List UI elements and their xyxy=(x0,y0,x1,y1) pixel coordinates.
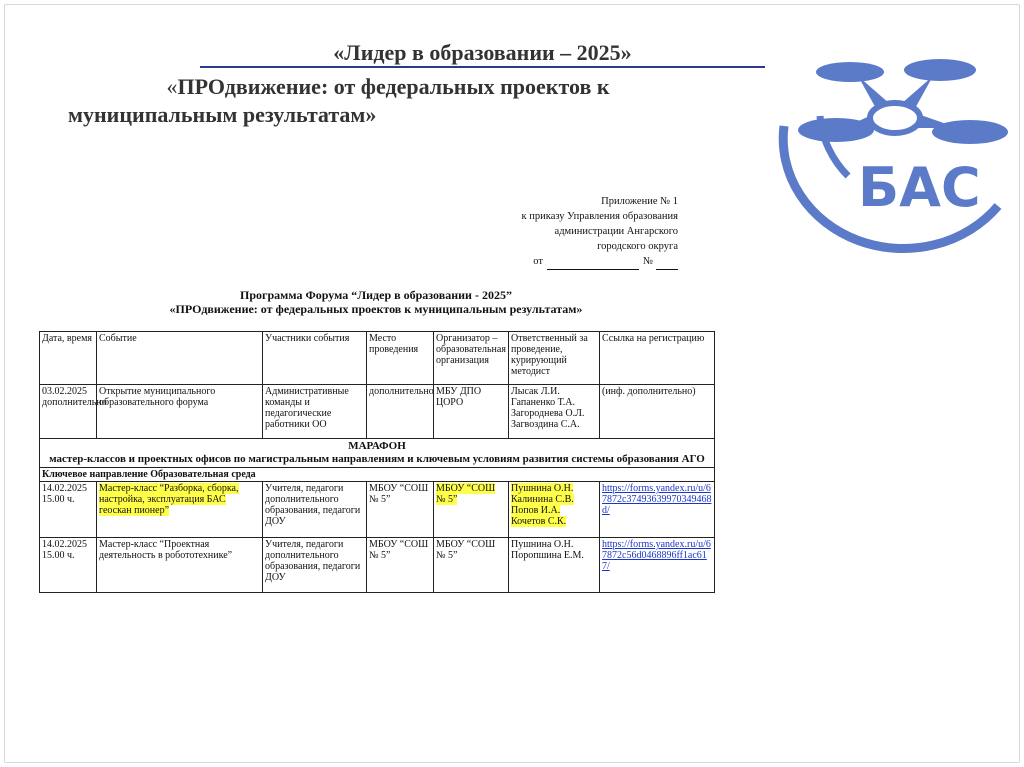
slide-title-line2-text: ПРОдвижение: от федеральных проектов к xyxy=(177,74,610,99)
table-row xyxy=(40,538,715,593)
annex-line3: администрации Ангарского xyxy=(554,226,678,237)
cell-participants: Учителя, педагоги дополнительного образования, педагоги ДОУ xyxy=(263,482,367,538)
registration-link[interactable]: https://forms.yandex.ru/u/67872c374936399703494​68d/ xyxy=(602,483,712,516)
header-cell: Участники события xyxy=(263,332,367,385)
annex-date-blank xyxy=(547,254,639,270)
program-title-line2: «ПРОдвижение: от федеральных проектов к муниципальным результатам» xyxy=(169,302,583,316)
header-cell: Организатор – образовательная организация xyxy=(434,332,509,385)
header-cell: Дата, время xyxy=(40,332,97,385)
cell-link xyxy=(600,482,715,538)
section-row xyxy=(40,468,715,482)
table-row xyxy=(40,385,715,439)
cell-event: Открытие муниципального образовательного форума xyxy=(97,385,263,439)
annex-line4: городского округа xyxy=(597,241,678,252)
header-cell: Событие xyxy=(97,332,263,385)
slide-title-line1: «Лидер в образовании – 2025» xyxy=(200,40,765,68)
table-row xyxy=(40,482,715,538)
marathon-title: МАРАФОН xyxy=(348,440,406,452)
organizer-highlight: МБОУ “СОШ № 5” xyxy=(436,483,496,505)
marathon-cell xyxy=(40,439,715,468)
registration-link[interactable]: https://forms.yandex.ru/u/67872c56d0468896ff1ac617/ xyxy=(602,539,711,572)
slide-title-line2 xyxy=(68,74,708,100)
cell-place: МБОУ “СОШ № 5” xyxy=(367,538,434,593)
cell-link xyxy=(600,538,715,593)
cell-responsible: Лысак Л.И. Гапаненко Т.А. Загороднева О.Л. Загвоздина С.А. xyxy=(509,385,600,439)
cell-event xyxy=(97,482,263,538)
annex-block xyxy=(400,194,678,270)
cell-participants: Административные команды и педагогические работники ОО xyxy=(263,385,367,439)
marathon-row xyxy=(40,439,715,468)
marathon-subtitle: мастер-классов и проектных офисов по магистральным направлениям и ключевым условиям развития системы образования АГО xyxy=(49,453,705,465)
annex-number-blank xyxy=(656,254,678,270)
annex-line1: Приложение № 1 xyxy=(601,196,678,207)
annex-from: от xyxy=(533,256,543,267)
cell-link: (инф. дополнительно) xyxy=(600,385,715,439)
section-cell: Ключевое направление Образовательная среда xyxy=(40,468,715,482)
cell-date: 14.02.2025 15.00 ч. xyxy=(40,538,97,593)
cell-event: Мастер-класс “Проектная деятельность в робототехнике” xyxy=(97,538,263,593)
cell-place: дополнительно xyxy=(367,385,434,439)
bas-logo-icon xyxy=(778,56,1008,256)
cell-organizer xyxy=(434,482,509,538)
cell-responsible xyxy=(509,482,600,538)
logo-text: БАС xyxy=(858,156,981,219)
program-title-line1: Программа Форума “Лидер в образовании - 2025” xyxy=(240,288,512,302)
event-highlight: Мастер-класс “Разборка, сборка, настройка, эксплуатация БАС геоскан пионер” xyxy=(99,483,239,516)
annex-line5 xyxy=(400,254,678,270)
program-title xyxy=(40,288,712,316)
slide-title-line3: муниципальным результатам» xyxy=(68,102,377,127)
cell-organizer: МБОУ “СОШ № 5” xyxy=(434,538,509,593)
cell-date: 03.02.2025 дополнительно xyxy=(40,385,97,439)
header-cell: Ссылка на регистрацию xyxy=(600,332,715,385)
responsible-highlight: Пушнина О.Н. Калинина С.В. Попов И.А. Кочетов С.К. xyxy=(511,483,574,527)
cell-responsible: Пушнина О.Н. Поропшина Е.М. xyxy=(509,538,600,593)
table-header-row xyxy=(40,332,715,385)
cell-place: МБОУ “СОШ № 5” xyxy=(367,482,434,538)
cell-participants: Учителя, педагоги дополнительного образования, педагоги ДОУ xyxy=(263,538,367,593)
cell-organizer: МБУ ДПО ЦОРО xyxy=(434,385,509,439)
quote-mark: « xyxy=(166,74,178,99)
header-cell: Ответственный за проведение, курирующий методист xyxy=(509,332,600,385)
drone-icon xyxy=(783,59,1008,249)
annex-no: № xyxy=(642,256,653,267)
header-cell: Место проведения xyxy=(367,332,434,385)
cell-date: 14.02.2025 15.00 ч. xyxy=(40,482,97,538)
program-table xyxy=(39,331,715,593)
annex-line2: к приказу Управления образования xyxy=(521,211,678,222)
